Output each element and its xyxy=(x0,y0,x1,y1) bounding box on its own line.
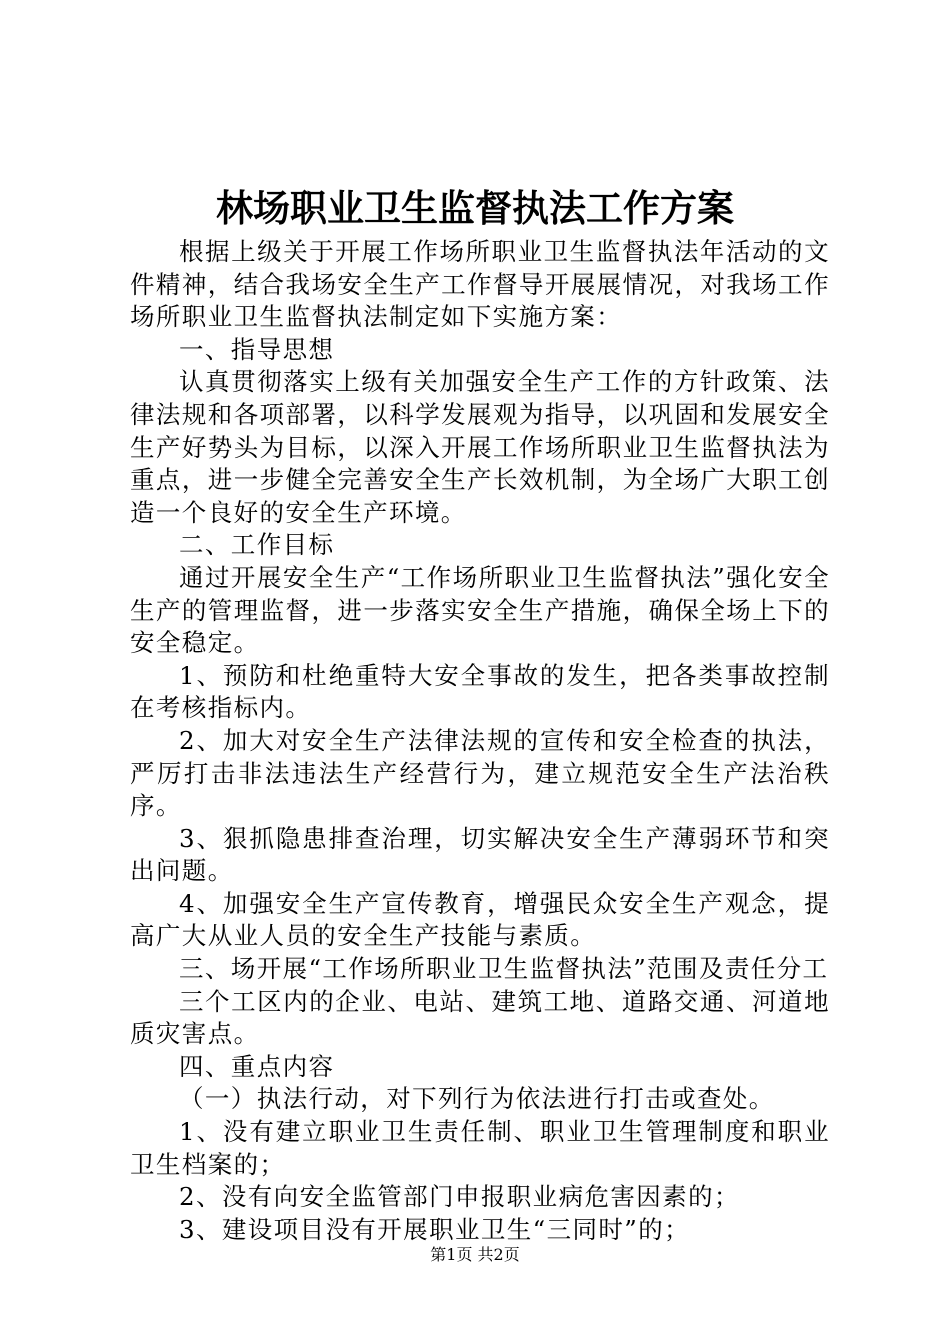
paragraph-work-goals: 通过开展安全生产“工作场所职业卫生监督执法”强化安全生产的管理监督，进一步落实安全生产措施，确保全场上下的安全稳定。 xyxy=(130,562,830,658)
list-item-goal-1: 1、预防和杜绝重特大安全事故的发生，把各类事故控制在考核指标内。 xyxy=(130,660,830,723)
heading-work-goals: 二、工作目标 xyxy=(179,530,335,560)
document-title: 林场职业卫生监督执法工作方案 xyxy=(216,186,734,230)
page-number-footer: 第1页 共2页 xyxy=(430,1245,520,1264)
heading-scope: 三、场开展“工作场所职业卫生监督执法”范围及责任分工 xyxy=(179,954,829,984)
list-item-goal-4: 4、加强安全生产宣传教育，增强民众安全生产观念，提高广大从业人员的安全生产技能与素质。 xyxy=(130,888,830,951)
heading-key-content: 四、重点内容 xyxy=(179,1051,335,1081)
paragraph-guiding-ideology: 认真贯彻落实上级有关加强安全生产工作的方针政策、法律法规和各项部署，以科学发展观为指导，以巩固和发展安全生产好势头为目标，以深入开展工作场所职业卫生监督执法为重点，进一步健全完善安全生产长效机制，为全场广大职工创造一个良好的安全生产环境。 xyxy=(130,367,830,527)
list-item-enforcement-1: 1、没有建立职业卫生责任制、职业卫生管理制度和职业卫生档案的； xyxy=(130,1117,830,1179)
list-item-enforcement-2: 2、没有向安全监管部门申报职业病危害因素的； xyxy=(179,1182,740,1212)
list-item-goal-3: 3、狠抓隐患排查治理，切实解决安全生产薄弱环节和突出问题。 xyxy=(130,823,830,886)
subheading-enforcement: （一）执法行动，对下列行为依法进行打击或查处。 xyxy=(179,1084,775,1114)
paragraph-scope: 三个工区内的企业、电站、建筑工地、道路交通、河道地质灾害点。 xyxy=(130,986,830,1049)
document-body xyxy=(130,236,830,1246)
list-item-enforcement-3: 3、建设项目没有开展职业卫生“三同时”的； xyxy=(179,1214,691,1244)
paragraph-intro: 根据上级关于开展工作场所职业卫生监督执法年活动的文件精神，结合我场安全生产工作督导开展展情况，对我场工作场所职业卫生监督执法制定如下实施方案： xyxy=(130,237,830,332)
list-item-goal-2: 2、加大对安全生产法律法规的宣传和安全检查的执法，严厉打击非法违法生产经营行为，建立规范安全生产法治秩序。 xyxy=(130,725,830,821)
heading-guiding-ideology: 一、指导思想 xyxy=(179,334,335,364)
